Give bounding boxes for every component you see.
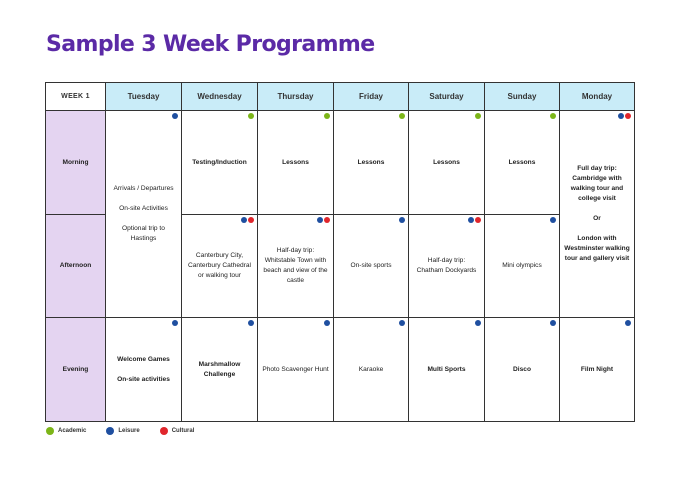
cell-line: castle [286,277,305,284]
legend-label: Cultural [171,428,195,434]
legend-label: Leisure [118,428,140,434]
leisure-dot-icon [317,217,323,223]
day-header-friday: Friday [334,83,409,111]
cell-text: Mini olympics [502,262,542,269]
cell-wednesday-evening [182,318,258,422]
cell-wednesday-afternoon [182,215,258,318]
cell-line: college visit [578,195,616,202]
cell-friday-afternoon [334,215,409,318]
cell-line: beach and view of the [263,267,328,274]
day-header-sunday: Sunday [485,83,560,111]
cultural-dot-icon [248,217,254,223]
cultural-dot-icon [160,427,168,435]
leisure-dot-icon [399,217,405,223]
academic-dot-icon [324,113,330,119]
leisure-dot-icon [399,320,405,326]
row-label-afternoon: Afternoon [46,215,106,318]
cell-line: Canterbury City, [195,252,244,259]
leisure-dot-icon [324,320,330,326]
cell-line: Full day trip: [577,165,617,172]
row-label-evening: Evening [46,318,106,422]
leisure-dot-icon [468,217,474,223]
cell-tuesday-evening [106,318,182,422]
morning-row [46,111,635,215]
cell-line: Half-day trip: [276,247,315,254]
day-header-tuesday: Tuesday [106,83,182,111]
leisure-dot-icon [550,320,556,326]
day-header-monday: Monday [560,83,635,111]
day-header-wednesday: Wednesday [182,83,258,111]
cell-line: Marshmallow [198,360,241,368]
cell-thursday-afternoon [258,215,334,318]
cell-line: Chatham Dockyards [416,267,477,274]
cell-monday-day [560,111,635,318]
activity-dots [172,113,178,119]
week-label: WEEK 1 [46,83,106,111]
legend-item-academic [46,427,86,435]
programme-table [45,82,635,422]
leisure-dot-icon [106,427,114,435]
legend [46,427,214,435]
cell-text: Karaoke [358,365,384,373]
cell-line: On-site activities [117,375,170,383]
cell-tuesday-day [106,111,182,318]
cell-text: Lessons [508,158,536,166]
cell-text: Film Night [580,365,614,373]
cell-line: Cambridge with [572,175,622,182]
cell-text: On-site sports [350,262,392,269]
cell-line: Hastings [130,235,157,242]
leisure-dot-icon [550,217,556,223]
cell-sunday-evening [485,318,560,422]
leisure-dot-icon [248,320,254,326]
cell-monday-evening [560,318,635,422]
legend-item-leisure [106,427,139,435]
cultural-dot-icon [475,217,481,223]
cell-line: Challenge [203,370,236,378]
academic-dot-icon [475,113,481,119]
cell-line: Canterbury Cathedral [187,262,252,269]
cell-saturday-morning [409,111,485,215]
cell-line: walking tour and [570,185,624,192]
cell-sunday-morning [485,111,560,215]
cultural-dot-icon [625,113,631,119]
leisure-dot-icon [172,113,178,119]
cell-line: On-site Activities [119,205,168,212]
academic-dot-icon [248,113,254,119]
cell-thursday-morning [258,111,334,215]
cell-line: London with [577,235,617,242]
cell-text: Testing/Induction [192,158,247,166]
page-title: Sample 3 Week Programme [46,32,375,57]
cell-friday-morning [334,111,409,215]
cell-line: Optional trip to [122,225,165,232]
leisure-dot-icon [241,217,247,223]
legend-item-cultural [160,427,195,435]
day-header-saturday: Saturday [409,83,485,111]
header-row [46,83,635,111]
cell-line: Or [593,215,601,222]
academic-dot-icon [399,113,405,119]
cell-text: Disco [513,365,531,373]
cell-text: Photo Scavenger Hunt [262,365,329,373]
leisure-dot-icon [618,113,624,119]
cell-line: Arrivals / Departures [113,185,174,192]
cell-line: or walking tour [198,272,241,279]
legend-label: Academic [58,428,87,434]
day-header-thursday: Thursday [258,83,334,111]
leisure-dot-icon [625,320,631,326]
cell-line: Whitstable Town with [264,257,327,264]
cell-wednesday-morning [182,111,258,215]
cell-line: Half-day trip: [427,257,466,264]
academic-dot-icon [550,113,556,119]
cell-saturday-evening [409,318,485,422]
leisure-dot-icon [172,320,178,326]
cell-text: Multi Sports [427,365,466,373]
cell-text: Lessons [357,158,385,166]
evening-row [46,318,635,422]
leisure-dot-icon [475,320,481,326]
cultural-dot-icon [324,217,330,223]
cell-line: tour and gallery visit [564,255,630,262]
cell-saturday-afternoon [409,215,485,318]
row-label-morning: Morning [46,111,106,215]
cell-sunday-afternoon [485,215,560,318]
cell-line: Welcome Games [117,355,170,363]
cell-thursday-evening [258,318,334,422]
cell-text: Lessons [433,158,460,166]
cell-text: Lessons [282,158,309,166]
cell-line: Westminster walking [564,245,630,252]
academic-dot-icon [46,427,54,435]
cell-friday-evening [334,318,409,422]
